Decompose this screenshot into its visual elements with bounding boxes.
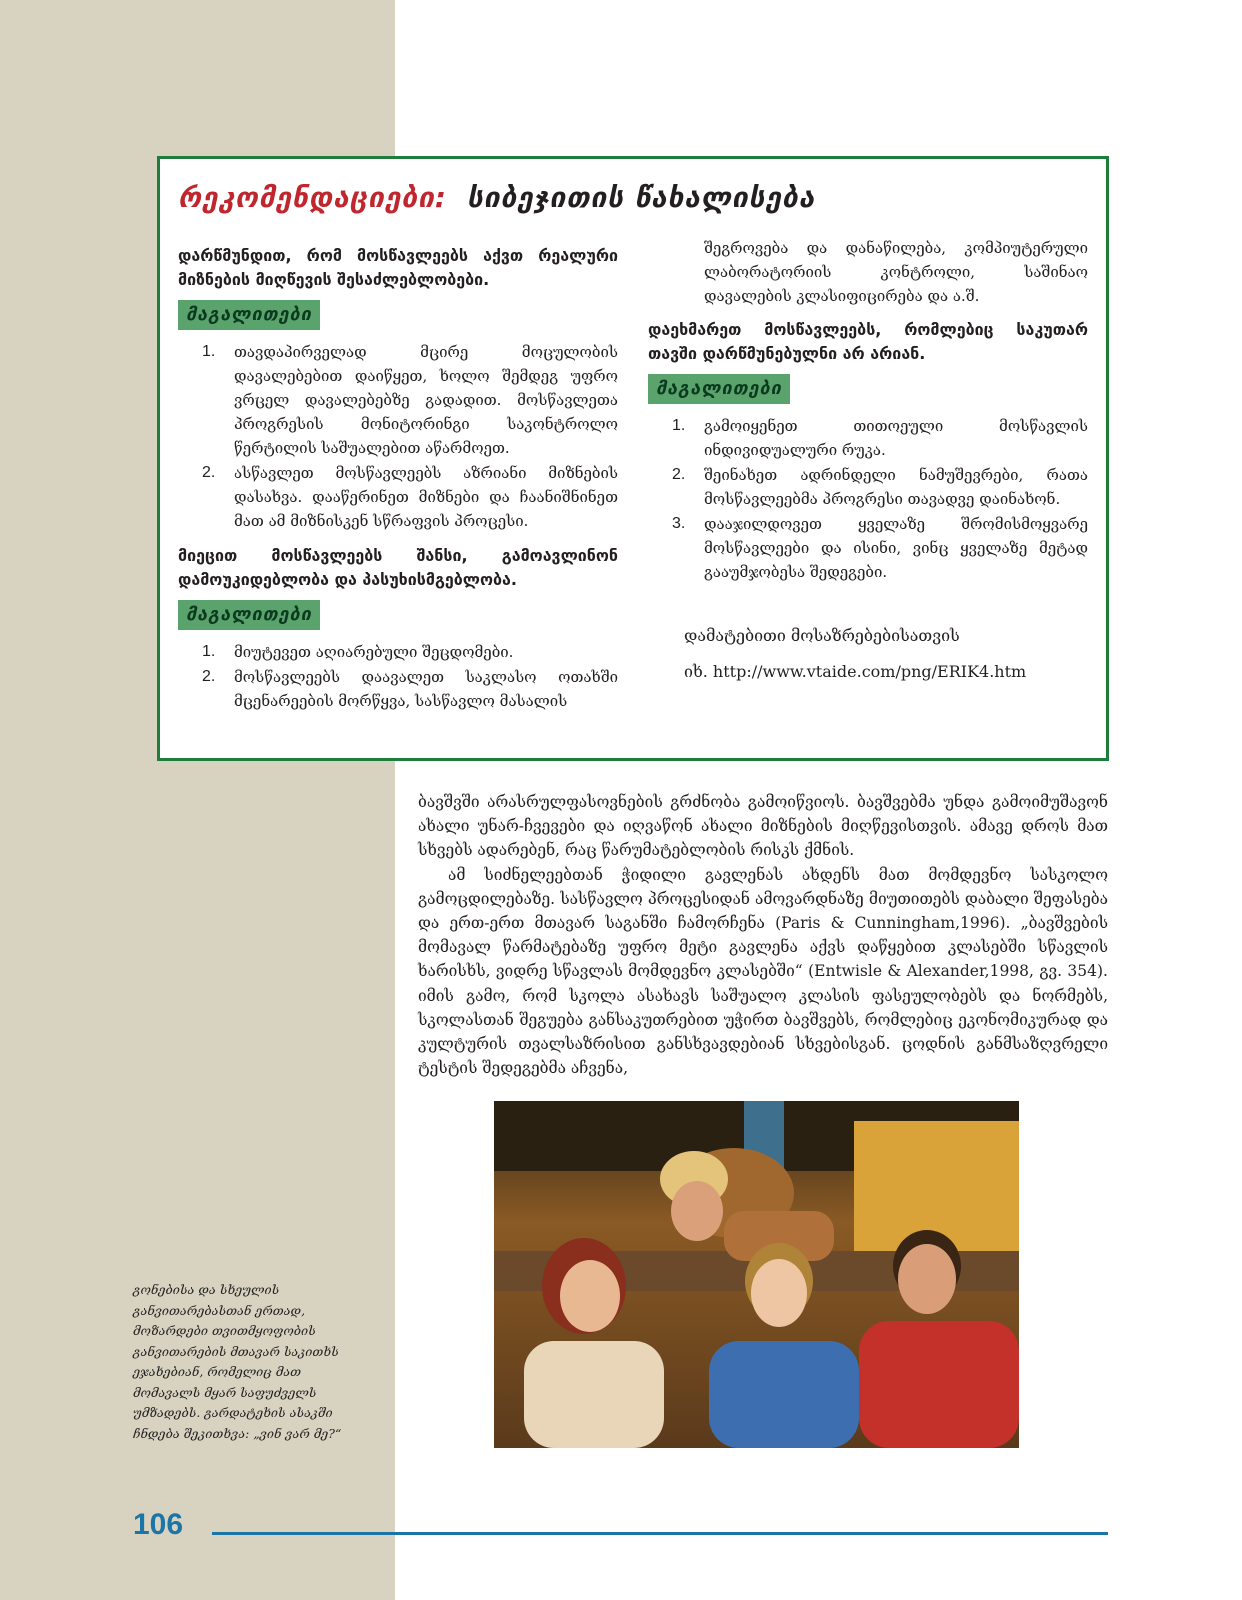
list-item bbox=[648, 512, 1088, 584]
list-text: მიუტევეთ აღიარებული შეცდომები. bbox=[234, 643, 514, 661]
footer-rule bbox=[212, 1532, 1108, 1535]
photo-illustration bbox=[494, 1101, 1019, 1448]
recommendations-title bbox=[178, 181, 815, 221]
list-text: ასწავლეთ მოსწავლეებს აზრიანი მიზნების დასახვა. დააწერინეთ მიზნები და ჩაანიშნინეთ მათ ამ მიზნისკენ სწრაფვის პროცესი. bbox=[234, 464, 618, 530]
title-red: რეკომენდაციები: bbox=[178, 181, 447, 214]
list-continuation: შეგროვება და დანაწილება, კომპიუტერული ლაბორატორიის კონტროლი, საშინაო დავალების კლასიფიცირება და ა.შ. bbox=[704, 239, 1088, 305]
list-text: მოსწავლეებს დაავალეთ საკლასო ოთახში მცენარეების მორწყვა, სასწავლო მასალის bbox=[234, 668, 618, 710]
list-number: 3. bbox=[672, 515, 686, 532]
list-text: თავდაპირველად მცირე მოცულობის დავალებებით დაიწყეთ, ხოლო შემდეგ უფრო ვრცელ დავალებებზე გადადით. მოსწავლეთა პროგრესის მონიტორინგი საკონტროლო წერტილის საშუალებით აწარმოეთ. bbox=[234, 343, 618, 457]
examples-tag-2: მაგალითები bbox=[178, 600, 320, 630]
list-item bbox=[178, 665, 618, 713]
list-number: 1. bbox=[202, 643, 216, 660]
recommendations-left-column bbox=[178, 244, 618, 714]
examples-list-1 bbox=[178, 340, 618, 533]
subheading-2: მიეცით მოსწავლეებს შანსი, გამოავლინონ დამოუკიდებლობა და პასუხისმგებლობა. bbox=[178, 546, 618, 589]
list-item bbox=[178, 640, 618, 664]
examples-tag-3: მაგალითები bbox=[648, 374, 790, 404]
note-line: დამატებითი მოსაზრებებისათვის bbox=[684, 626, 960, 645]
list-number: 2. bbox=[202, 464, 216, 481]
list-item bbox=[178, 340, 618, 460]
further-reading-note bbox=[648, 618, 1088, 690]
list-number: 1. bbox=[202, 343, 216, 360]
page-number: 106 bbox=[133, 1508, 184, 1541]
photo-caption: გონებისა და სხეულის განვითარებასთან ერთად, მოზარდები თვითმყოფობის განვითარების მთავარ საკითხს ეჯახებიან, რომელიც მათ მომავალს მყარ საფუძველს უმზადებს. გარდატეხის ასაკში ჩნდება შეკითხვა: „ვინ ვარ მე?“ bbox=[133, 1282, 342, 1441]
list-item bbox=[648, 414, 1088, 462]
subheading-3: დაეხმარეთ მოსწავლეებს, რომლებიც საკუთარ თავში დარწმუნებულნი არ არიან. bbox=[648, 320, 1088, 363]
body-text bbox=[418, 790, 1108, 1080]
note-link[interactable]: იხ. http://www.vtaide.com/png/ERIK4.htm bbox=[684, 662, 1027, 681]
teenagers-photo bbox=[494, 1101, 1019, 1448]
list-number: 2. bbox=[672, 466, 686, 483]
body-paragraph-1: ბავშვში არასრულფასოვნების გრძნობა გამოიწვიოს. ბავშვებმა უნდა გამოიმუშავონ ახალი უნარ-ჩვევები და იღვაწონ ახალი მიზნების მიღწევისთვის. ამავე დროს მათ სხვებს ადარებენ, რაც წარუმატებლობის რისკს ქმნის. bbox=[418, 793, 1108, 860]
list-number: 2. bbox=[202, 668, 216, 685]
list-text: შეინახეთ ადრინდელი ნამუშევრები, რათა მოსწავლეებმა პროგრესი თავადვე დაინახონ. bbox=[704, 466, 1088, 508]
list-text: გამოიყენეთ თითოეული მოსწავლის ინდივიდუალური რუკა. bbox=[704, 417, 1088, 459]
recommendations-box bbox=[157, 156, 1109, 761]
list-text: დააჯილდოვეთ ყველაზე შრომისმოყვარე მოსწავლეები და ისინი, ვინც ყველაზე მეტად გააუმჯობესა შედეგები. bbox=[704, 515, 1088, 581]
body-paragraph-2: ამ სიძნელეებთან ჭიდილი გავლენას ახდენს მათ მომდევნო სასკოლო გამოცდილებაზე. სასწავლო პროცესიდან ამოვარდნაზე მიუთითებს დაბალი შეფასება და ერთ-ერთ მთავარ საგანში ჩამორჩენა (Paris & Cunningham,1996). „ბავშვების მომავალ წარმატებაზე უფრო მეტი გავლენა აქვს დაწყებით კლასებში სწავლის ხარისხს, ვიდრე სწავლას მომდევნო კლასებში“ (Entwisle & Alexander,1998, გვ. 354). იმის გამო, რომ სკოლა ასახავს საშუალო კლასის ფასეულობებს და ნორმებს, სკოლასთან შეგუება განსაკუთრებით უჭირთ ბავშვებს, რომლებიც ეკონომიკურად და კულტურის თვალსაზრისით განსხვავდებიან სხვებისგან. ცოდნის განმსაზღვრელი ტესტის შედეგებმა აჩვენა, bbox=[418, 865, 1108, 1078]
recommendations-right-column bbox=[648, 236, 1088, 690]
subheading-1: დარწმუნდით, რომ მოსწავლეებს აქვთ რეალური მიზნების მიღწევის შესაძლებლობები. bbox=[178, 246, 618, 289]
examples-list-2 bbox=[178, 640, 618, 713]
list-item bbox=[648, 463, 1088, 511]
examples-list-3 bbox=[648, 414, 1088, 584]
list-item bbox=[178, 461, 618, 533]
examples-tag-1: მაგალითები bbox=[178, 300, 320, 330]
title-black: სიბეჯითის წახალისება bbox=[466, 181, 816, 214]
list-number: 1. bbox=[672, 417, 686, 434]
